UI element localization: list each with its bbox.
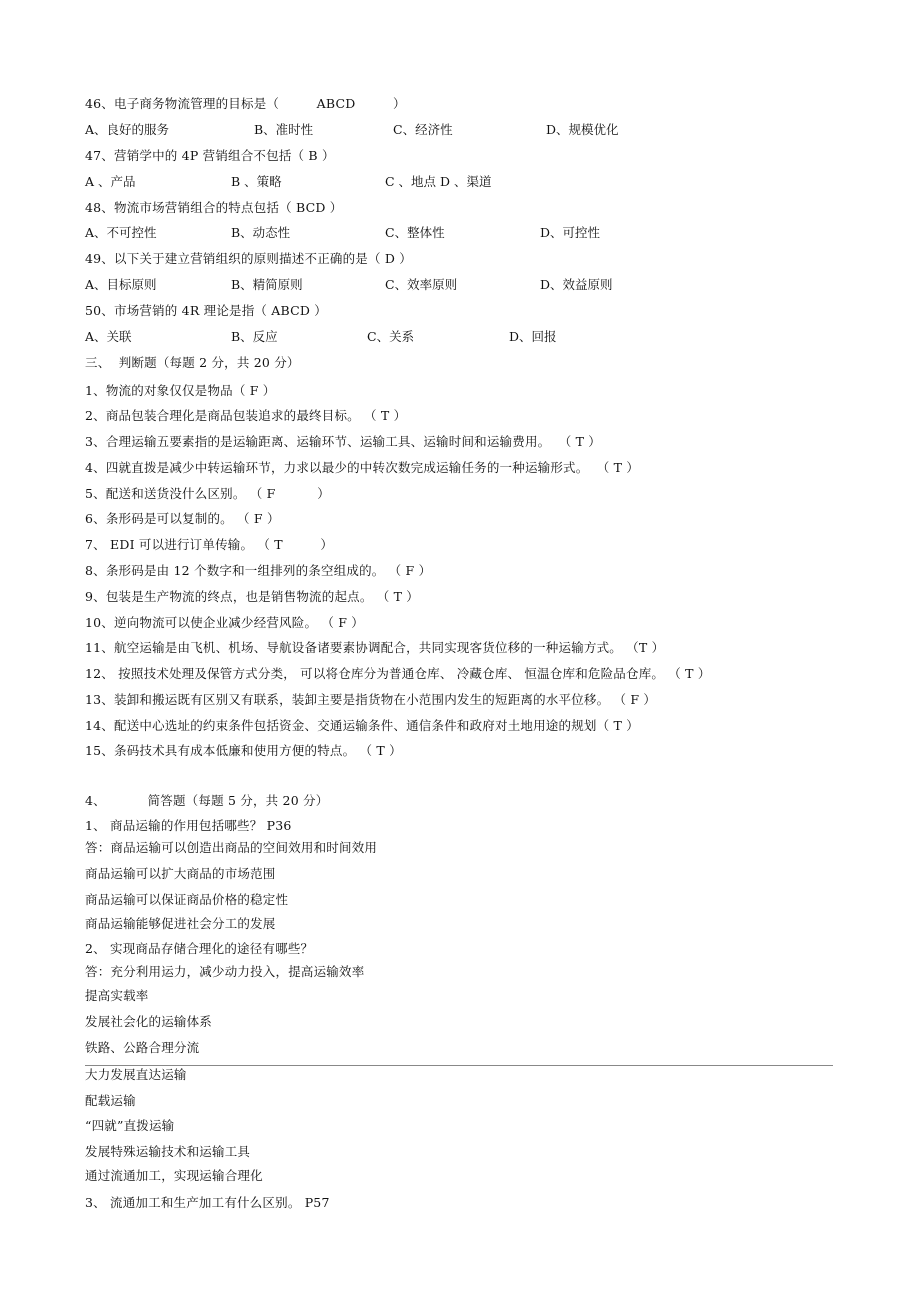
question-47: 47、营销学中的 4P 营销组合不包括（ B ） [85, 148, 335, 163]
answer-line: 答：商品运输可以创造出商品的空间效用和时间效用 [85, 840, 378, 855]
option-a: A、良好的服务 [85, 122, 170, 137]
section-heading-short-answer: 4、 简答题（每题 5 分，共 20 分） [85, 793, 329, 808]
question-47-options [85, 174, 845, 190]
question-49: 49、以下关于建立营销组织的原则描述不正确的是（ D ） [85, 251, 412, 266]
question-46: 46、电子商务物流管理的目标是（ ABCD ） [85, 96, 406, 111]
answer-line: 配载运输 [85, 1093, 136, 1108]
option-b: B、反应 [231, 329, 278, 344]
short-answer-question-1: 1、 商品运输的作用包括哪些？ P36 [85, 818, 292, 833]
tf-item-4: 4、四就直拨是减少中转运输环节，力求以最少的中转次数完成运输任务的一种运输形式。 （ T ） [85, 460, 640, 475]
tf-item-8: 8、条形码是由 12 个数字和一组排列的条空组成的。 （ F ） [85, 563, 432, 578]
answer-line: 大力发展直达运输 [85, 1067, 187, 1082]
option-c: C、效率原则 [385, 277, 458, 292]
option-d: D、规模优化 [546, 122, 619, 137]
answer-line: “四就”直拨运输 [85, 1118, 175, 1133]
question-49-options [85, 277, 845, 293]
option-c: C、经济性 [393, 122, 453, 137]
option-d: D、可控性 [540, 225, 601, 240]
option-b: B 、策略 [231, 174, 282, 189]
question-50-options [85, 329, 845, 345]
answer-line: 发展社会化的运输体系 [85, 1014, 213, 1029]
option-a: A 、产品 [85, 174, 136, 189]
tf-item-3: 3、合理运输五要素指的是运输距离、运输环节、运输工具、运输时间和运输费用。 （ T ） [85, 434, 601, 449]
option-a: A、关联 [85, 329, 132, 344]
option-d: D、回报 [509, 329, 557, 344]
section-heading-true-false: 三、 判断题（每题 2 分，共 20 分） [85, 355, 300, 370]
tf-item-14: 14、配送中心选址的约束条件包括资金、交通运输条件、通信条件和政府对土地用途的规划（ T ） [85, 718, 639, 733]
answer-line: 答：充分利用运力，减少动力投入，提高运输效率 [85, 964, 365, 979]
tf-item-6: 6、条形码是可以复制的。 （ F ） [85, 511, 280, 526]
tf-item-15: 15、条码技术具有成本低廉和使用方便的特点。 （ T ） [85, 743, 402, 758]
option-b: B、精简原则 [231, 277, 303, 292]
question-50: 50、市场营销的 4R 理论是指（ ABCD ） [85, 303, 327, 318]
option-b: B、准时性 [254, 122, 314, 137]
question-48: 48、物流市场营销组合的特点包括（ BCD ） [85, 200, 343, 215]
page-divider [85, 1065, 833, 1066]
tf-item-12: 12、 按照技术处理及保管方式分类， 可以将仓库分为普通仓库、 冷藏仓库、 恒温仓库和危险品仓库。 （ T ） [85, 666, 711, 681]
short-answer-question-2: 2、 实现商品存储合理化的途径有哪些？ [85, 941, 314, 956]
question-46-options [85, 122, 845, 138]
tf-item-2: 2、商品包装合理化是商品包装追求的最终目标。 （ T ） [85, 408, 407, 423]
option-a: A、目标原则 [85, 277, 157, 292]
tf-item-1: 1、物流的对象仅仅是物品（ F ） [85, 383, 276, 398]
answer-line: 商品运输可以扩大商品的市场范围 [85, 866, 276, 881]
tf-item-5: 5、配送和送货没什么区别。 （ F ） [85, 486, 330, 501]
answer-line: 提高实载率 [85, 988, 149, 1003]
option-c: C、整体性 [385, 225, 445, 240]
answer-line: 商品运输可以保证商品价格的稳定性 [85, 892, 289, 907]
tf-item-13: 13、装卸和搬运既有区别又有联系，装卸主要是指货物在小范围内发生的短距离的水平位移。 （ F ） [85, 692, 657, 707]
tf-item-11: 11、航空运输是由飞机、机场、导航设备诸要素协调配合，共同实现客货位移的一种运输方式。 （T ） [85, 640, 665, 655]
option-b: B、动态性 [231, 225, 291, 240]
tf-item-9: 9、包装是生产物流的终点，也是销售物流的起点。 （ T ） [85, 589, 420, 604]
option-d: D、效益原则 [540, 277, 613, 292]
answer-line: 铁路、公路合理分流 [85, 1040, 200, 1055]
short-answer-question-3: 3、 流通加工和生产加工有什么区别。 P57 [85, 1195, 330, 1210]
question-48-options [85, 225, 845, 241]
answer-line: 发展特殊运输技术和运输工具 [85, 1144, 251, 1159]
answer-line: 商品运输能够促进社会分工的发展 [85, 916, 276, 931]
tf-item-10: 10、逆向物流可以使企业减少经营风险。 （ F ） [85, 615, 364, 630]
option-a: A、不可控性 [85, 225, 157, 240]
option-c: C、关系 [367, 329, 415, 344]
tf-item-7: 7、 EDI 可以进行订单传输。 （ T ） [85, 537, 334, 552]
option-c-d: C 、地点 D 、渠道 [385, 174, 492, 189]
answer-line: 通过流通加工，实现运输合理化 [85, 1168, 263, 1183]
